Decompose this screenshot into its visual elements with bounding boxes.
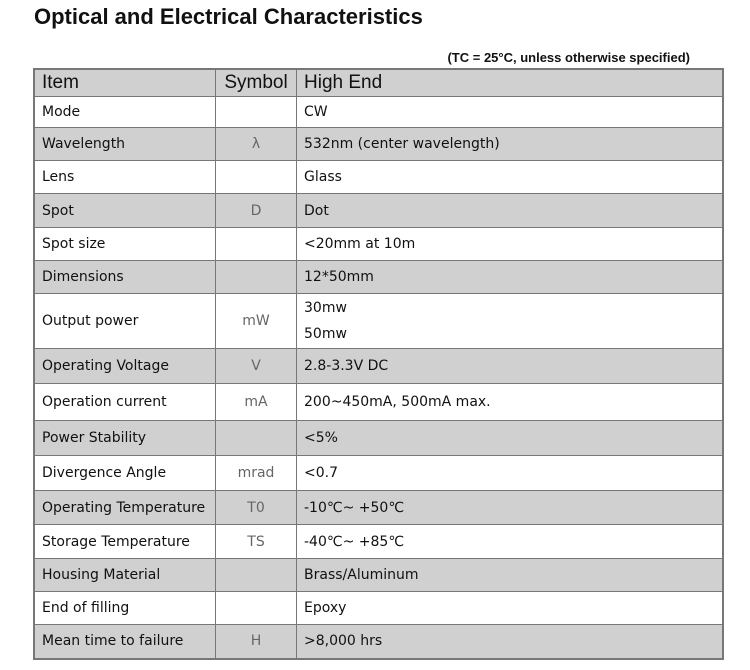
conditions-note: (TC = 25°C, unless otherwise specified) bbox=[447, 50, 690, 65]
row-value-line: 30mw bbox=[304, 300, 347, 316]
row-symbol: mA bbox=[216, 384, 297, 421]
row-value bbox=[297, 592, 724, 625]
row-value bbox=[297, 525, 724, 559]
table-row bbox=[34, 592, 723, 625]
row-value-line: CW bbox=[304, 104, 328, 120]
row-value bbox=[297, 625, 724, 659]
row-item: Divergence Angle bbox=[34, 456, 216, 491]
row-item: Mean time to failure bbox=[34, 625, 216, 659]
table-row bbox=[34, 625, 723, 659]
row-value bbox=[297, 559, 724, 592]
row-value bbox=[297, 261, 724, 294]
row-symbol: mW bbox=[216, 294, 297, 349]
row-value bbox=[297, 384, 724, 421]
row-symbol: mrad bbox=[216, 456, 297, 491]
row-value-line: Epoxy bbox=[304, 600, 347, 616]
header-value: High End bbox=[297, 69, 724, 97]
row-item: Lens bbox=[34, 161, 216, 194]
row-value bbox=[297, 228, 724, 261]
table-row bbox=[34, 421, 723, 456]
row-symbol: T0 bbox=[216, 491, 297, 525]
table-row bbox=[34, 349, 723, 384]
table-row bbox=[34, 456, 723, 491]
row-symbol bbox=[216, 559, 297, 592]
row-value-line: -40℃~ +85℃ bbox=[304, 533, 405, 550]
table-row bbox=[34, 491, 723, 525]
row-item: Operation current bbox=[34, 384, 216, 421]
row-value bbox=[297, 421, 724, 456]
row-item: Spot size bbox=[34, 228, 216, 261]
row-symbol bbox=[216, 161, 297, 194]
specs-table bbox=[33, 68, 724, 660]
row-value-line: <5% bbox=[304, 430, 338, 446]
table-row bbox=[34, 128, 723, 161]
row-value-line: 12*50mm bbox=[304, 269, 374, 285]
table-row bbox=[34, 294, 723, 349]
row-item: Operating Temperature bbox=[34, 491, 216, 525]
row-symbol: V bbox=[216, 349, 297, 384]
row-value-line: 532nm (center wavelength) bbox=[304, 136, 500, 152]
row-symbol: H bbox=[216, 625, 297, 659]
row-item: Wavelength bbox=[34, 128, 216, 161]
row-value-line: <20mm at 10m bbox=[304, 236, 416, 252]
row-item: Mode bbox=[34, 97, 216, 128]
table-header bbox=[34, 69, 723, 97]
row-value-line: <0.7 bbox=[304, 465, 338, 481]
page-title: Optical and Electrical Characteristics bbox=[34, 4, 423, 29]
table-row bbox=[34, 97, 723, 128]
row-symbol bbox=[216, 421, 297, 456]
row-item: Housing Material bbox=[34, 559, 216, 592]
row-item: Operating Voltage bbox=[34, 349, 216, 384]
row-value-line: Brass/Aluminum bbox=[304, 567, 419, 583]
row-symbol bbox=[216, 97, 297, 128]
row-value-line: 200~450mA, 500mA max. bbox=[304, 394, 491, 410]
table-row bbox=[34, 228, 723, 261]
row-value bbox=[297, 456, 724, 491]
row-symbol: D bbox=[216, 194, 297, 228]
row-symbol bbox=[216, 228, 297, 261]
row-value-line: -10℃~ +50℃ bbox=[304, 499, 405, 516]
table-row bbox=[34, 384, 723, 421]
table-row bbox=[34, 161, 723, 194]
row-item: End of filling bbox=[34, 592, 216, 625]
row-value bbox=[297, 97, 724, 128]
row-symbol bbox=[216, 592, 297, 625]
row-item: Storage Temperature bbox=[34, 525, 216, 559]
header-symbol: Symbol bbox=[216, 69, 297, 97]
row-symbol: TS bbox=[216, 525, 297, 559]
row-item: Output power bbox=[34, 294, 216, 349]
header-item: Item bbox=[34, 69, 216, 97]
row-value bbox=[297, 194, 724, 228]
row-symbol bbox=[216, 261, 297, 294]
row-value-line: Glass bbox=[304, 169, 342, 185]
row-value bbox=[297, 161, 724, 194]
row-item: Dimensions bbox=[34, 261, 216, 294]
table-row bbox=[34, 559, 723, 592]
row-value-line: 2.8-3.3V DC bbox=[304, 358, 389, 374]
row-value-line: Dot bbox=[304, 202, 329, 219]
row-item: Spot bbox=[34, 194, 216, 228]
row-symbol: λ bbox=[216, 128, 297, 161]
row-value bbox=[297, 349, 724, 384]
row-item: Power Stability bbox=[34, 421, 216, 456]
row-value bbox=[297, 128, 724, 161]
table-row bbox=[34, 525, 723, 559]
table-row bbox=[34, 261, 723, 294]
row-value-line: >8,000 hrs bbox=[304, 633, 383, 650]
row-value bbox=[297, 294, 724, 349]
row-value-line: 50mw bbox=[304, 326, 347, 342]
row-value bbox=[297, 491, 724, 525]
table-row bbox=[34, 194, 723, 228]
